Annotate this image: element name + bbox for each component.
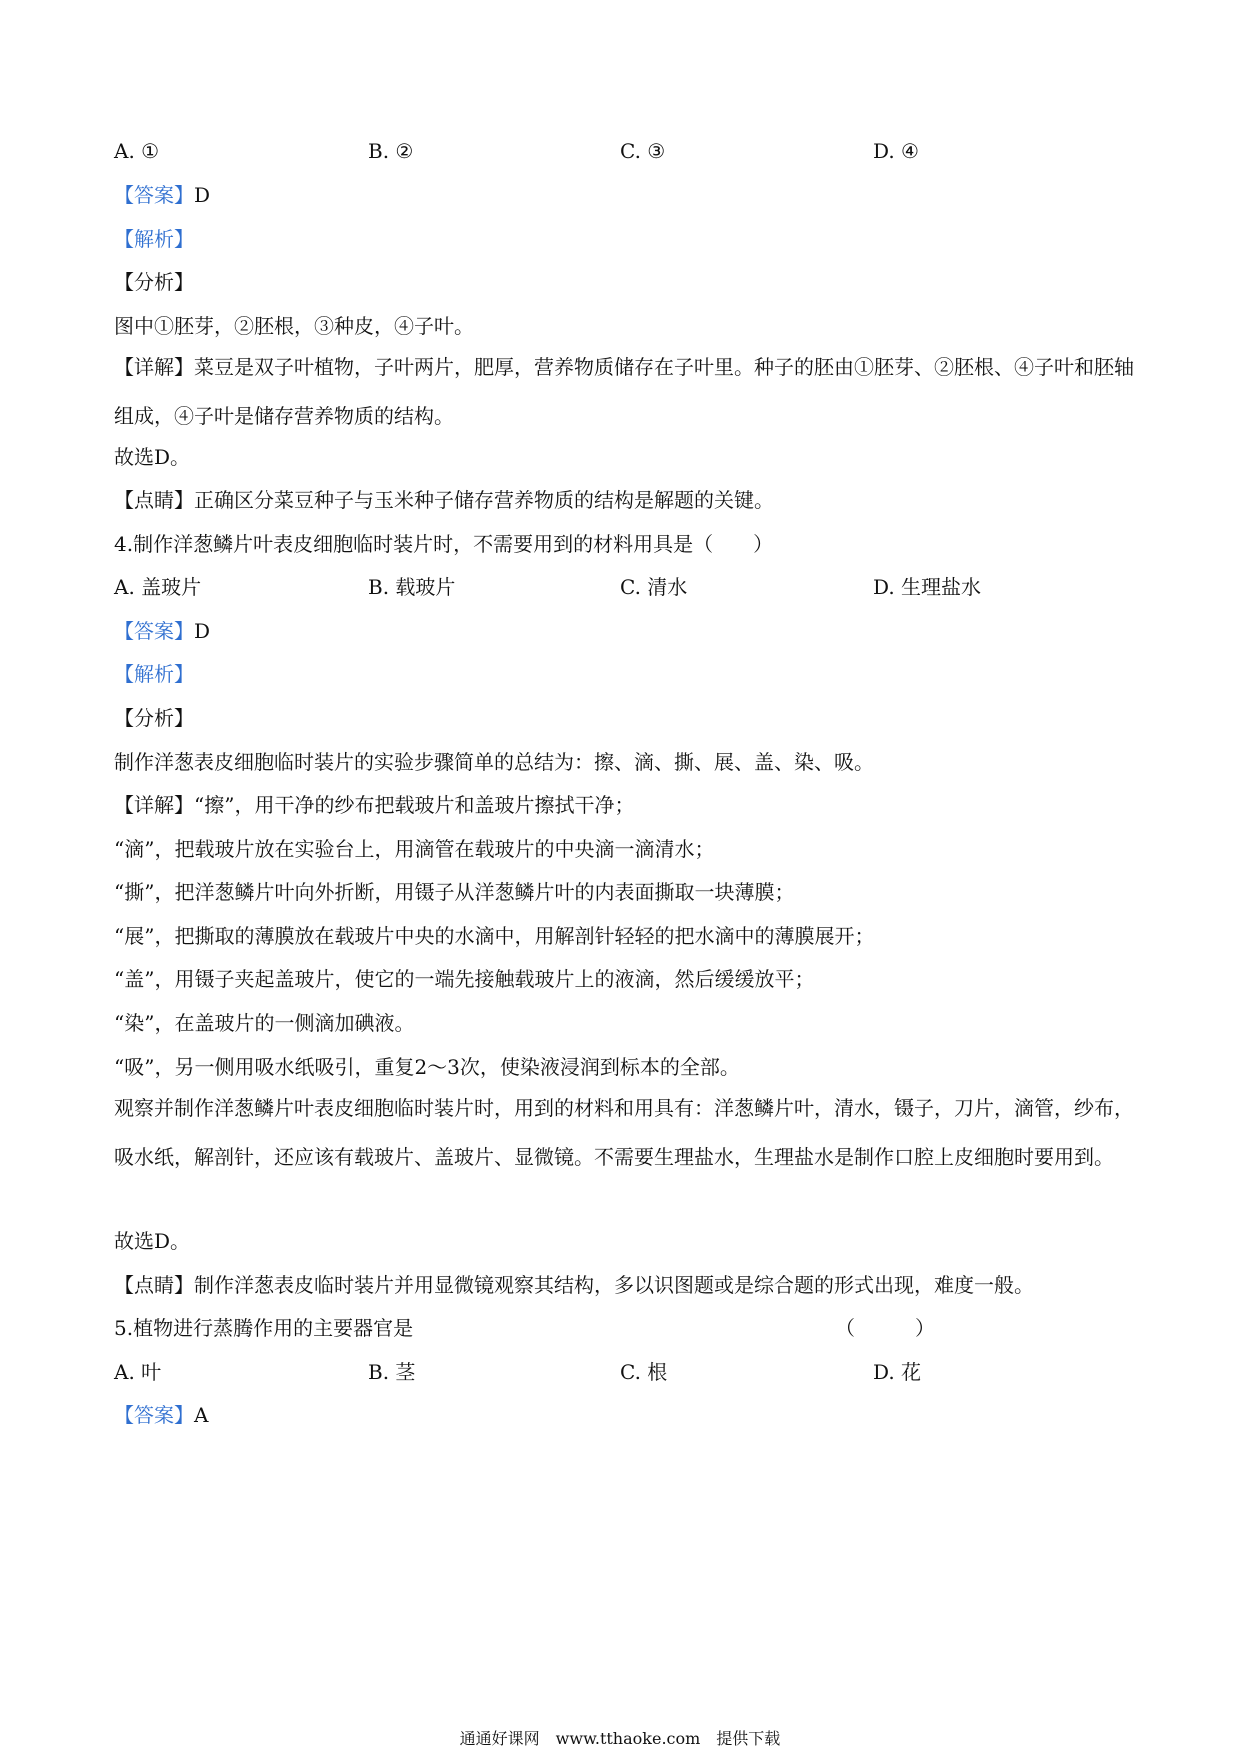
analysis-tag: 【解析】 — [114, 227, 194, 251]
q5-options — [114, 1358, 1134, 1386]
answer-tag: 【答案】 — [114, 183, 194, 207]
step-text: “擦”，用干净的纱布把载玻片和盖玻片擦拭干净； — [194, 793, 635, 817]
q5-option-d: D. 花 — [873, 1360, 922, 1384]
q3-options — [114, 137, 1134, 165]
q3-choose: 故选D。 — [114, 445, 191, 469]
q3-option-b: B. ② — [368, 139, 414, 163]
q4-detail-step-3: “撕”，把洋葱鳞片叶向外折断，用镊子从洋葱鳞片叶的内表面撕取一块薄膜； — [114, 880, 795, 904]
analysis-tag: 【解析】 — [114, 662, 194, 686]
q4-detail-step-6: “染”，在盖玻片的一侧滴加碘液。 — [114, 1011, 415, 1035]
q4-detail-step-1 — [114, 791, 1134, 819]
q4-question: 4.制作洋葱鳞片叶表皮细胞临时装片时，不需要用到的材料用具是（ ） — [114, 532, 774, 556]
answer-tag: 【答案】 — [114, 1403, 194, 1427]
q4-analysis-heading — [114, 660, 1134, 688]
q3-dianjing — [114, 486, 1134, 514]
q4-fenxi-heading: 【分析】 — [114, 706, 194, 730]
answer-tag: 【答案】 — [114, 619, 194, 643]
q4-options — [114, 573, 1134, 601]
answer-value: D — [194, 183, 211, 207]
q3-option-a: A. ① — [114, 139, 160, 163]
q4-detail-step-2: “滴”，把载玻片放在实验台上，用滴管在载玻片的中央滴一滴清水； — [114, 837, 715, 861]
q4-detail-step-4: “展”，把撕取的薄膜放在载玻片中央的水滴中，用解剖针轻轻的把水滴中的薄膜展开； — [114, 924, 875, 948]
detail-tag: 【详解】 — [114, 355, 194, 379]
q3-answer — [114, 181, 1134, 209]
q4-option-d: D. 生理盐水 — [873, 575, 982, 599]
q3-option-c: C. ③ — [620, 139, 666, 163]
q5-question-text: 5.植物进行蒸腾作用的主要器官是 — [114, 1316, 414, 1340]
q4-summary: 观察并制作洋葱鳞片叶表皮细胞临时装片时，用到的材料和用具有：洋葱鳞片叶，清水，镊子，刀片，滴管，纱布，吸水纸，解剖针，还应该有载玻片、盖玻片、显微镜。不需要生理盐水，生理盐水是制作口腔上皮细胞时要用到。 — [114, 1096, 1134, 1169]
q4-option-a: A. 盖玻片 — [114, 575, 202, 599]
q5-option-a: A. 叶 — [114, 1360, 162, 1384]
q4-detail-step-7: “吸”，另一侧用吸水纸吸引，重复2～3次，使染液浸润到标本的全部。 — [114, 1055, 740, 1079]
q5-answer-bracket: （ ） — [835, 1316, 935, 1340]
detail-tag: 【详解】 — [114, 793, 194, 817]
q5-option-b: B. 茎 — [368, 1360, 416, 1384]
q4-option-c: C. 清水 — [620, 575, 688, 599]
dianjing-tag: 【点睛】 — [114, 488, 194, 512]
q3-analysis-heading — [114, 225, 1134, 253]
q3-option-d: D. ④ — [873, 139, 919, 163]
q4-answer — [114, 617, 1134, 645]
q3-fenxi-text: 图中①胚芽，②胚根，③种皮，④子叶。 — [114, 314, 474, 338]
q4-choose: 故选D。 — [114, 1229, 191, 1253]
page-footer: 通通好课网 www.tthaoke.com 提供下载 — [459, 1729, 781, 1748]
q3-detail — [114, 343, 1134, 441]
dianjing-tag: 【点睛】 — [114, 1273, 194, 1297]
q3-fenxi-heading: 【分析】 — [114, 270, 194, 294]
dianjing-text: 制作洋葱表皮临时装片并用显微镜观察其结构，多以识图题或是综合题的形式出现，难度一般。 — [194, 1273, 1034, 1297]
dianjing-text: 正确区分菜豆种子与玉米种子储存营养物质的结构是解题的关键。 — [194, 488, 774, 512]
q5-answer — [114, 1401, 1134, 1429]
answer-value: D — [194, 619, 211, 643]
q5-option-c: C. 根 — [620, 1360, 668, 1384]
q4-fenxi-text: 制作洋葱表皮细胞临时装片的实验步骤简单的总结为：擦、滴、撕、展、盖、染、吸。 — [114, 750, 874, 774]
q4-option-b: B. 载玻片 — [368, 575, 456, 599]
q4-dianjing — [114, 1271, 1134, 1299]
answer-value: A — [194, 1403, 209, 1427]
detail-text: 菜豆是双子叶植物，子叶两片，肥厚，营养物质储存在子叶里。种子的胚由①胚芽、②胚根、④子叶和胚轴组成，④子叶是储存营养物质的结构。 — [114, 355, 1134, 428]
q4-detail-step-5: “盖”，用镊子夹起盖玻片，使它的一端先接触载玻片上的液滴，然后缓缓放平； — [114, 967, 815, 991]
q5-question — [114, 1314, 1134, 1342]
